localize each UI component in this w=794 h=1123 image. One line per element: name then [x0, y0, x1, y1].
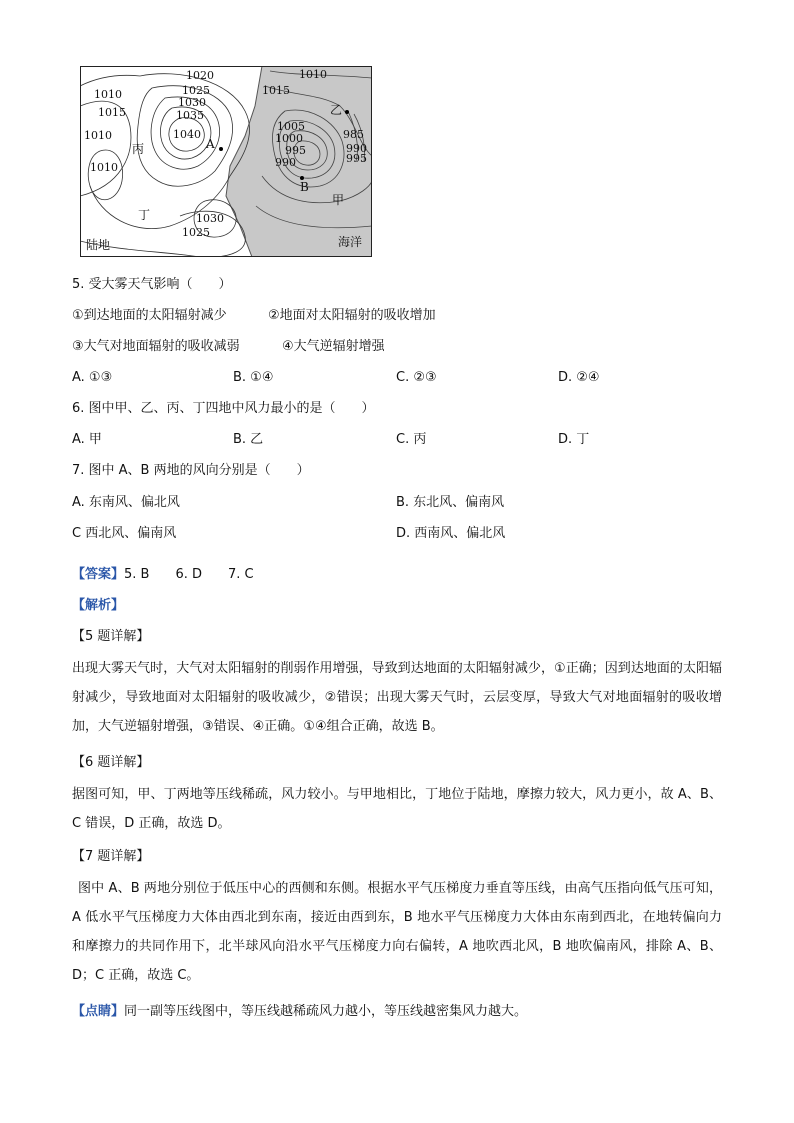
label-jia: 甲	[332, 193, 345, 207]
q6-option-a[interactable]: A. 甲	[72, 432, 102, 447]
q6-option-c[interactable]: C. 丙	[396, 432, 427, 447]
label-sea: 海洋	[338, 235, 363, 249]
isobar-label: 1025	[182, 226, 210, 239]
point-a-marker	[219, 147, 223, 151]
q7-stem: 7. 图中 A、B 两地的风向分别是（ ）	[72, 463, 310, 478]
isobar-label: 1025	[182, 84, 210, 97]
isobar-label: 1000	[275, 132, 303, 145]
isobar-label: 990	[346, 142, 367, 155]
q5-stem: 5. 受大雾天气影响（ ）	[72, 277, 232, 292]
analysis-label: 【解析】	[72, 598, 125, 613]
isobar-label: 1005	[277, 120, 305, 133]
q5-option-b[interactable]: B. ①④	[233, 370, 274, 385]
isobar-label: 1030	[196, 212, 224, 225]
q7-option-c[interactable]: C 西北风、偏南风	[72, 526, 177, 541]
isobar-label: 1015	[98, 106, 126, 119]
section-body-q7: 图中 A、B 两地分别位于低压中心的西侧和东侧。根据水平气压梯度力垂直等压线，由高气压指向低气压可知，A 低水平气压梯度力大体由西北到东南，接近由西到东，B 地水平气压梯度力大体由东南到西北，在地转偏向力和摩擦力的共同作用下，北半球风向沿水平气压梯度力向右偏转，A 地吹西北风，B 地吹偏南风，排除 A、B、D；C 正确，故选 C。	[72, 881, 722, 983]
label-land: 陆地	[86, 238, 111, 252]
isobar-label: 1015	[262, 84, 290, 97]
label-yi: 乙	[330, 103, 343, 117]
answer-text: 5. B 6. D 7. C	[124, 567, 254, 582]
q7-option-a[interactable]: A. 东南风、偏北风	[72, 495, 180, 510]
q7-option-d[interactable]: D. 西南风、偏北风	[396, 526, 506, 541]
point-yi-marker	[345, 110, 349, 114]
isobar-label: 1010	[84, 129, 112, 142]
q5-option-d[interactable]: D. ②④	[558, 370, 600, 385]
label-bing: 丙	[132, 142, 145, 156]
q5-item-3: ③大气对地面辐射的吸收减弱	[72, 339, 240, 354]
isobar-label: 995	[285, 144, 306, 157]
label-ding: 丁	[138, 208, 151, 222]
isobar-label: 1010	[299, 68, 327, 81]
section-body-q6: 据图可知，甲、丁两地等压线稀疏，风力较小。与甲地相比，丁地位于陆地，摩擦力较大，风力更小，故 A、B、C 错误，D 正确，故选 D。	[72, 787, 722, 831]
section-title-q6: 【6 题详解】	[72, 755, 150, 770]
label-a: A	[206, 137, 215, 151]
q7-option-b[interactable]: B. 东北风、偏南风	[396, 495, 505, 510]
isobar-label: 1010	[94, 88, 122, 101]
isobar-label: 1035	[176, 109, 204, 122]
q5-item-1: ①到达地面的太阳辐射减少	[72, 308, 227, 323]
isobar-label: 985	[343, 128, 364, 141]
isobar-label: 990	[275, 156, 296, 169]
answer-line	[72, 567, 254, 583]
isobar-label: 1040	[173, 128, 201, 141]
q5-item-2: ②地面对太阳辐射的吸收增加	[268, 308, 436, 323]
isobar-label: 1020	[186, 69, 214, 82]
note-line	[72, 1004, 527, 1020]
note-text: 同一副等压线图中，等压线越稀疏风力越小，等压线越密集风力越大。	[124, 1004, 528, 1019]
label-b: B	[300, 180, 309, 194]
isobar-map	[80, 66, 372, 257]
q6-stem: 6. 图中甲、乙、丙、丁四地中风力最小的是（ ）	[72, 401, 375, 416]
isobar-label: 1030	[178, 96, 206, 109]
section-title-q7: 【7 题详解】	[72, 849, 150, 864]
isobar-label: 995	[346, 152, 367, 165]
q5-item-4: ④大气逆辐射增强	[282, 339, 385, 354]
section-title-q5: 【5 题详解】	[72, 629, 150, 644]
q6-option-d[interactable]: D. 丁	[558, 432, 590, 447]
q6-option-b[interactable]: B. 乙	[233, 432, 264, 447]
q5-option-c[interactable]: C. ②③	[396, 370, 437, 385]
isobar-label: 1010	[90, 161, 118, 174]
note-label: 【点睛】	[72, 1004, 125, 1019]
section-body-q5: 出现大雾天气时，大气对太阳辐射的削弱作用增强，导致到达地面的太阳辐射减少，①正确；因到达地面的太阳辐射减少，导致地面对太阳辐射的吸收减少，②错误；出现大雾天气时，云层变厚，导致大气对地面辐射的吸收增加，大气逆辐射增强，③错误、④正确。①④组合正确，故选 B。	[72, 661, 722, 734]
q5-option-a[interactable]: A. ①③	[72, 370, 113, 385]
answer-label: 【答案】	[72, 567, 125, 582]
